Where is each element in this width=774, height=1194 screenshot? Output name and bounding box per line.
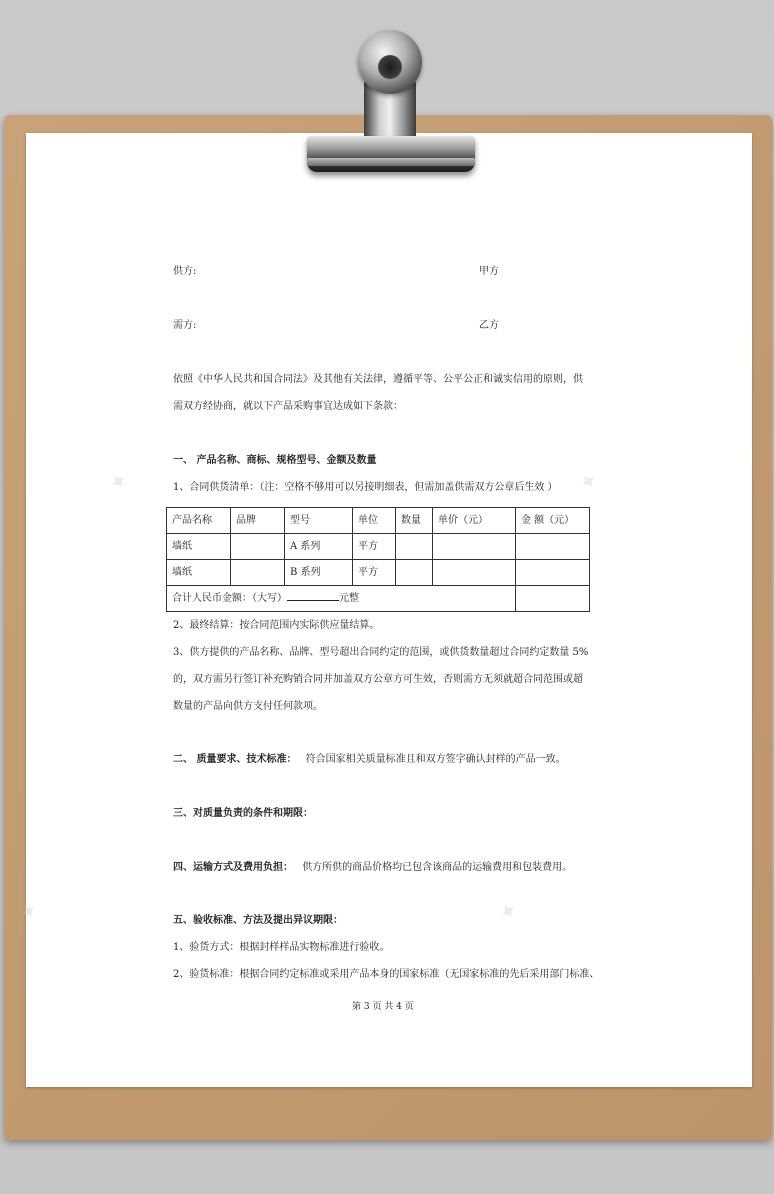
total-label: 合计人民币金额：（大写）: [172, 593, 287, 604]
section-5-item-1: 1、验货方式：根据封样样品实物标准进行验收。: [173, 942, 390, 953]
section-1-item-3-line-1: 3、供方提供的产品名称、品牌、型号超出合同约定的范围，或供货数量超过合同约定数量 5%: [173, 647, 589, 658]
table-cell: 平方: [353, 560, 396, 586]
table-header-cell: 单价（元）: [433, 508, 516, 534]
table-header-cell: 金 额（元）: [516, 508, 590, 534]
table-cell: [396, 560, 433, 586]
amount-blank: [287, 590, 339, 601]
table-cell: [433, 534, 516, 560]
section-5-heading: 五、验收标准、方法及提出异议期限：: [173, 915, 343, 926]
section-1-item-2: 2、最终结算：按合同范围内实际供应量结算。: [173, 620, 380, 631]
section-1-heading: 一、 产品名称、商标、规格型号、金额及数量: [173, 455, 377, 466]
watermark: ✦: [104, 466, 134, 499]
table-cell: [516, 534, 590, 560]
table-header-cell: 单位: [353, 508, 396, 534]
clip-hole: [378, 55, 402, 79]
intro-line-1: 依照《中华人民共和国合同法》及其他有关法律，遵循平等、公平公正和诚实信用的原则，供: [173, 374, 583, 385]
table-header-cell: 型号: [285, 508, 353, 534]
table-cell: [396, 534, 433, 560]
table-cell: 墙纸: [167, 560, 231, 586]
section-4-text: 供方所供的商品价格均已包含该商品的运输费用和包装费用。: [302, 862, 573, 873]
table-cell: [231, 560, 285, 586]
table-cell: 平方: [353, 534, 396, 560]
intro-line-2: 需双方经协商，就以下产品采购事宜达成如下条款：: [173, 401, 403, 412]
buyer-label: 需方:: [173, 320, 197, 331]
page-indicator: 第 3 页 共 4 页: [352, 1002, 414, 1012]
section-2-heading: 二、 质量要求、技术标准：: [173, 754, 297, 765]
section-5-item-2: 2、验货标准：根据合同约定标准或采用产品本身的国家标准（无国家标准的先后采用部门标准、: [173, 969, 600, 980]
section-4: [173, 862, 572, 874]
watermark: ✦: [14, 896, 44, 929]
table-cell: [433, 560, 516, 586]
table-cell: 墙纸: [167, 534, 231, 560]
table-cell: B 系列: [285, 560, 353, 586]
watermark: ✦: [574, 466, 604, 499]
party-a-label: 甲方: [479, 266, 499, 277]
section-1-item-3-line-3: 数量的产品向供方支付任何款项。: [173, 701, 323, 712]
section-3-heading: 三、对质量负责的条件和期限：: [173, 808, 313, 819]
table-cell: A 系列: [285, 534, 353, 560]
total-amount-cell: [167, 586, 516, 612]
section-2-text: 符合国家相关质量标准且和双方签字确认封样的产品一致。: [305, 754, 566, 765]
section-1-item-1: 1、合同供货清单：（注：空格不够用可以另接明细表，但需加盖供需双方公章后生效 ）: [173, 482, 558, 493]
supply-list-table: [166, 507, 590, 612]
table-row: [167, 534, 590, 560]
table-row: [167, 560, 590, 586]
table-cell: [231, 534, 285, 560]
table-cell: [516, 560, 590, 586]
table-header-cell: 品牌: [231, 508, 285, 534]
supplier-label: 供方:: [173, 266, 197, 277]
clip-lip: [307, 158, 475, 166]
section-1-item-3-line-2: 的，双方需另行签订补充购销合同并加盖双方公章方可生效，否则需方无须就超合同范围或超: [173, 674, 583, 685]
table-header-cell: 产品名称: [167, 508, 231, 534]
party-b-label: 乙方: [479, 320, 499, 331]
watermark: ✦: [494, 896, 524, 929]
table-header-cell: 数量: [396, 508, 433, 534]
table-header-row: [167, 508, 590, 534]
total-amount-value-cell: [516, 586, 590, 612]
section-4-heading: 四、运输方式及费用负担：: [173, 862, 293, 873]
clip-base: [307, 136, 475, 172]
total-suffix: 元整: [339, 593, 359, 604]
section-2: [173, 754, 566, 766]
table-total-row: [167, 586, 590, 612]
